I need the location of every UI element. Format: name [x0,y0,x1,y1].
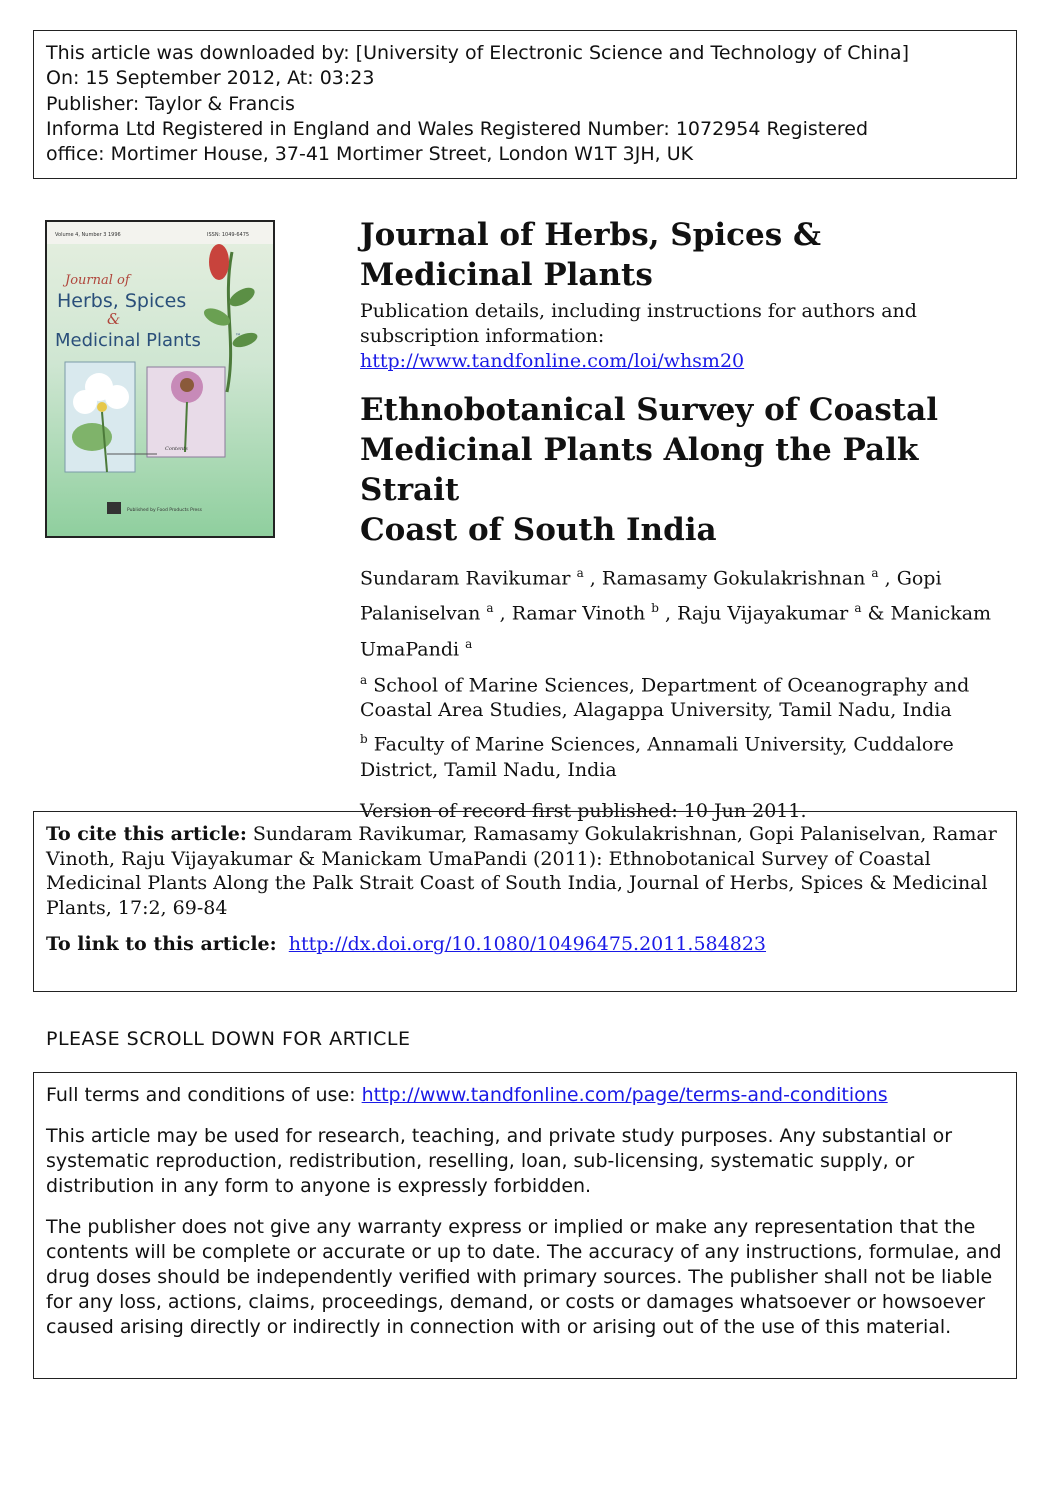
affiliation-a-line1: School of Marine Sciences, Department of Oceanography and [373,674,970,697]
author-affiliation-mark: a [854,601,862,616]
citation-paragraph [46,822,1004,920]
terms-paragraph-2: The publisher does not give any warranty express or implied or make any representation that the contents will be complete or accurate or up to date. The accuracy of any instructions, formulae, and drug doses should be independently verified with primary sources. The publisher shall not be liable for any loss, actions, claims, proceedings, demand, or costs or damages whatsoever or howsoever caused arising directly or indirectly in connection with or arising out of the use of this material. [46,1216,1002,1338]
download-line-3: Publisher: Taylor & Francis [46,92,295,115]
download-line-1: This article was downloaded by: [University of Electronic Science and Technology of China] [46,42,909,64]
article-link-paragraph [46,932,1004,957]
author-name: Raju Vijayakumar [677,602,849,625]
author-name: Ramasamy Gokulakrishnan [601,567,866,590]
terms-paragraph-1: This article may be used for research, teaching, and private study purposes. Any substantial or systematic reproduction, redistribution, reselling, loan, sub-licensing, systematic supply, or distribution in any form to anyone is expressly forbidden. [46,1125,953,1197]
publication-details-line1: Publication details, including instructions for authors and [360,300,917,322]
author-name: Ramar Vinoth [511,602,646,625]
author-affiliation-mark: b [651,601,659,616]
article-title-line2: Medicinal Plants Along the Palk Strait [360,432,919,508]
author-affiliation-mark: a [576,566,584,580]
cover-volume: Volume 4, Number 3 1996 [55,232,121,238]
cover-ampersand: & [107,310,121,328]
terms-link-paragraph [46,1083,1004,1108]
cover-issn: ISSN: 1049-6475 [207,232,250,238]
author-name: Gopi Palaniselvan [360,567,942,625]
svg-text:Contents: Contents [165,446,188,452]
article-title-line1: Ethnobotanical Survey of Coastal [360,392,938,428]
affiliation-b [360,727,1000,782]
cover-trademark: ™ [235,333,241,340]
download-line-4: Informa Ltd Registered in England and Wales Registered Number: 1072954 Registered [46,117,869,140]
author-affiliation-mark: a [465,636,473,651]
author-name: Sundaram Ravikumar [360,567,571,590]
affiliation-a-line2: Coastal Area Studies, Alagappa University, Tamil Nadu, India [360,699,952,722]
publisher-logo-icon [107,502,121,514]
citation-label: To cite this article: [46,823,247,845]
affiliation-a [360,668,1000,723]
article-header [360,215,1000,824]
cover-publisher: Published by Food Products Press [127,508,202,513]
publication-details [360,299,1000,374]
citation-text: Sundaram Ravikumar, Ramasamy Gokulakrishnan, Gopi Palaniselvan, Ramar Vinoth, Raju Vijayakumar & Manickam UmaPandi (2011): Ethnobotanical Survey of Coastal Medicinal Plants Along the Palk Strait Coast of South India, Journal of Herbs, Spices & Medicinal Plants, 17:2, 69-84 [46,823,997,919]
affiliation-mark: a [360,672,368,687]
terms-box [33,1072,1017,1379]
affiliation-b-line2: District, Tamil Nadu, India [360,758,617,781]
terms-label: Full terms and conditions of use: [46,1084,356,1106]
cover-illustration [47,222,273,536]
doi-link[interactable]: http://dx.doi.org/10.1080/10496475.2011.584823 [288,933,767,955]
download-line-2: On: 15 September 2012, At: 03:23 [46,67,375,90]
affiliation-b-line1: Faculty of Marine Sciences, Annamali University, Cuddalore [373,733,954,756]
journal-title: Journal of Herbs, Spices & Medicinal Plants [360,217,821,293]
article-title [360,390,1000,550]
author-name: Manickam UmaPandi [360,602,992,660]
flower-icon [209,244,229,280]
version-of-record: Version of record first published: 10 Jun 2011. [360,799,807,822]
affiliation-mark: b [360,732,368,747]
journal-url-link[interactable]: http://www.tandfonline.com/loi/whsm20 [360,350,745,372]
citation-box [33,811,1017,992]
download-line-5: office: Mortimer House, 37-41 Mortimer Street, London W1T 3JH, UK [46,143,694,166]
cover-title-line2: Medicinal Plants [55,330,201,351]
download-notice-box [33,30,1017,179]
publication-details-line2: subscription information: [360,325,605,347]
cover-title-line1: Herbs, Spices [57,290,187,312]
article-title-line3: Coast of South India [360,512,717,548]
author-affiliation-mark: a [486,601,494,616]
author-affiliation-mark: a [871,566,879,580]
journal-cover-image [45,220,275,538]
scroll-down-note: PLEASE SCROLL DOWN FOR ARTICLE [46,1028,411,1050]
terms-link[interactable]: http://www.tandfonline.com/page/terms-and-conditions [361,1084,888,1106]
author-list: Sundaram Ravikumar $^a$ , Ramasamy Gokulakrishnan $^a$ , Gopi Palaniselvan $^a$ , Ramar Vinoth $^b$ , Raju Vijayakumar $^a$ & Manickam UmaPandi $^a$ [360,566,992,660]
article-link-label: To link to this article: [46,933,277,955]
cover-pre-title: Journal of [65,273,130,288]
